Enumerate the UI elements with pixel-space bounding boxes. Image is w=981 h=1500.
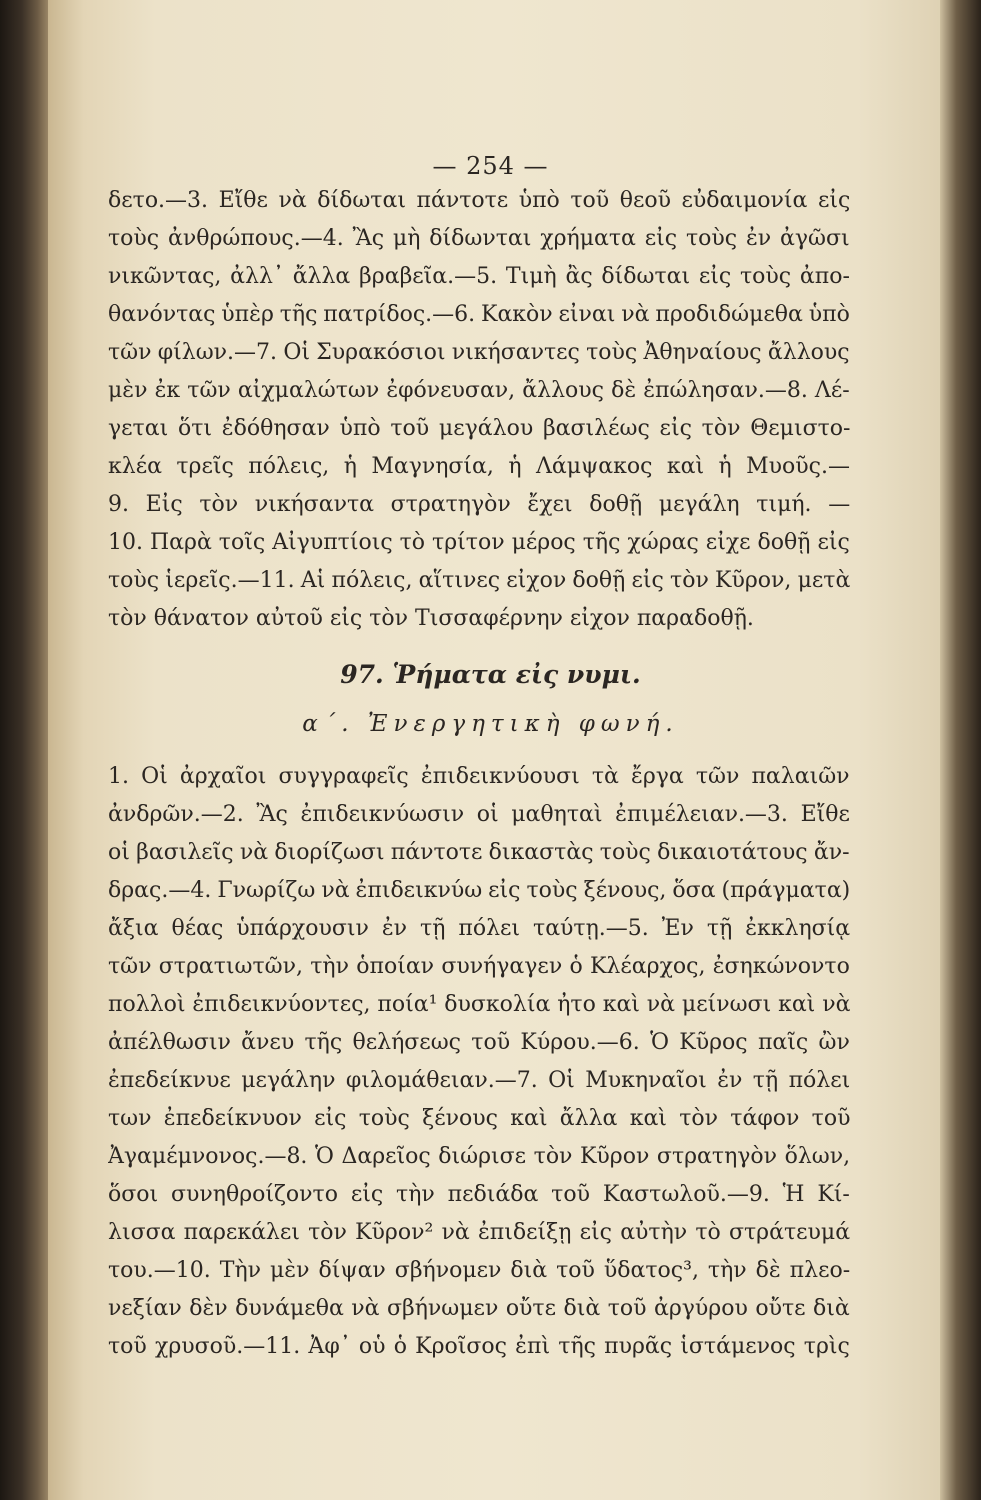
text-line: νεξίαν δὲν δυνάμεθα νὰ σβήνωμεν οὔτε διὰ τοῦ ἀργύρου οὔτε διὰ — [108, 1296, 850, 1321]
text-line: δρας.—4. Γνωρίζω νὰ ἐπιδεικνύω εἰς τοὺς ξένους, ὅσα (πράγματα) — [108, 878, 850, 903]
text-line: ὅσοι συνηθροίζοντο εἰς τὴν πεδιάδα τοῦ Καστωλοῦ.—9. Ἡ Κί- — [108, 1182, 850, 1207]
text-line: οἱ βασιλεῖς νὰ διορίζωσι πάντοτε δικαστὰς τοὺς δικαιοτάτους ἄν- — [108, 840, 850, 865]
text-line: μὲν ἐκ τῶν αἰχμαλώτων ἐφόνευσαν, ἄλλους δὲ ἐπώλησαν.—8. Λέ- — [108, 378, 850, 403]
text-line: του.—10. Τὴν μὲν δίψαν σβήνομεν διὰ τοῦ ὕδατος³, τὴν δὲ πλεο- — [108, 1258, 850, 1283]
text-line: ἐπεδείκνυε μεγάλην φιλομάθειαν.—7. Οἱ Μυκηναῖοι ἐν τῇ πόλει — [108, 1068, 850, 1093]
section-title: 97. Ῥήματα εἰς νυμι. — [340, 660, 641, 689]
text-line: τοὺς ἱερεῖς.—11. Αἱ πόλεις, αἵτινες εἶχον δοθῇ εἰς τὸν Κῦρον, μετὰ — [108, 568, 850, 593]
text-line: γεται ὅτι ἐδόθησαν ὑπὸ τοῦ μεγάλου βασιλέως εἰς τὸν Θεμιστο- — [108, 416, 850, 441]
text-line: Ἀγαμέμνονος.—8. Ὁ Δαρεῖος διώρισε τὸν Κῦρον στρατηγὸν ὅλων, — [108, 1144, 850, 1169]
exercise-paragraph-2 — [108, 764, 850, 1372]
page-number: — 254 — — [432, 152, 549, 180]
text-line: νικῶντας, ἀλλ᾽ ἄλλα βραβεῖα.—5. Τιμὴ ἂς δίδωται εἰς τοὺς ἀπο- — [108, 264, 850, 289]
text-line: τῶν στρατιωτῶν, τὴν ὁποίαν συνήγαγεν ὁ Κλέαρχος, ἐσηκώνοντο — [108, 954, 850, 979]
text-line: ἀπέλθωσιν ἄνευ τῆς θελήσεως τοῦ Κύρου.—6. Ὁ Κῦρος παῖς ὢν — [108, 1030, 850, 1055]
text-line: κλέα τρεῖς πόλεις, ἡ Μαγνησία, ἡ Λάμψακος καὶ ἡ Μυοῦς.— — [108, 454, 850, 479]
text-line: θανόντας ὑπὲρ τῆς πατρίδος.—6. Κακὸν εἶναι νὰ προδιδώμεθα ὑπὸ — [108, 302, 850, 327]
text-line: τῶν φίλων.—7. Οἱ Συρακόσιοι νικήσαντες τοὺς Ἀθηναίους ἄλλους — [108, 340, 850, 365]
text-line: ἄξια θέας ὑπάρχουσιν ἐν τῇ πόλει ταύτῃ.—5. Ἐν τῇ ἐκκλησίᾳ — [108, 916, 850, 941]
text-line: ἀνδρῶν.—2. Ἂς ἐπιδεικνύωσιν οἱ μαθηταὶ ἐπιμέλειαν.—3. Εἴθε — [108, 802, 850, 827]
text-line: τοῦ χρυσοῦ.—11. Ἀφ᾽ οὗ ὁ Κροῖσος ἐπὶ τῆς πυρᾶς ἱστάμενος τρὶς — [108, 1334, 850, 1359]
text-line: 1. Οἱ ἀρχαῖοι συγγραφεῖς ἐπιδεικνύουσι τὰ ἔργα τῶν παλαιῶν — [108, 764, 850, 789]
text-line: λισσα παρεκάλει τὸν Κῦρον² νὰ ἐπιδείξῃ εἰς αὐτὴν τὸ στράτευμά — [108, 1220, 850, 1245]
subsection-title: α΄. Ἐνεργητικὴ φωνή. — [302, 711, 679, 737]
text-line: πολλοὶ ἐπιδεικνύοντες, ποία¹ δυσκολία ἦτο καὶ νὰ μείνωσι καὶ νὰ — [108, 992, 850, 1017]
text-line: δετο.—3. Εἴθε νὰ δίδωται πάντοτε ὑπὸ τοῦ θεοῦ εὐδαιμονία εἰς — [108, 188, 850, 213]
page-edge — [940, 0, 981, 1500]
text-line: των ἐπεδείκνυον εἰς τοὺς ξένους καὶ ἄλλα καὶ τὸν τάφον τοῦ — [108, 1106, 850, 1131]
text-line: 10. Παρὰ τοῖς Αἰγυπτίοις τὸ τρίτον μέρος τῆς χώρας εἶχε δοθῇ εἰς — [108, 530, 850, 555]
text-line: τὸν θάνατον αὐτοῦ εἰς τὸν Τισσαφέρνην εἶχον παραδοθῇ. — [108, 606, 754, 631]
exercise-paragraph-1 — [108, 188, 850, 644]
text-line: τοὺς ἀνθρώπους.—4. Ἂς μὴ δίδωνται χρήματα εἰς τοὺς ἐν ἀγῶσι — [108, 226, 850, 251]
text-line: 9. Εἰς τὸν νικήσαντα στρατηγὸν ἔχει δοθῇ μεγάλη τιμή. — — [108, 492, 850, 517]
